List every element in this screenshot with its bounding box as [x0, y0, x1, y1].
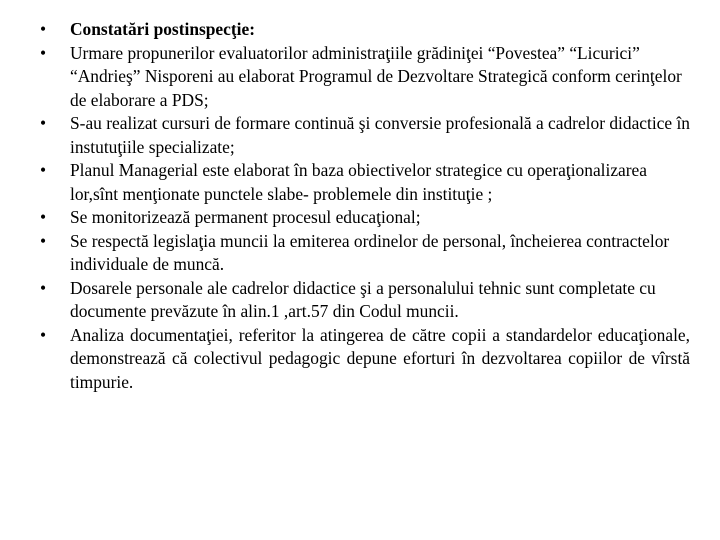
bullet-list — [40, 18, 690, 394]
bullet-item — [40, 277, 690, 324]
bullet-icon: • — [40, 324, 47, 345]
bullet-icon: • — [40, 113, 47, 133]
bullet-item-heading — [40, 18, 690, 42]
bullet-text: Analiza documentaţiei, referitor la atingerea de către copii a standardelor educaţionale, demonstrează că colectivul pedagogic depune eforturi în dezvoltarea copiilor de vîrstă timpurie. — [70, 324, 690, 392]
bullet-item — [40, 112, 690, 159]
bullet-icon: • — [40, 42, 47, 63]
bullet-text: Se monitorizează permanent procesul educaţional; — [70, 207, 421, 227]
bullet-text: Constatări postinspecţie: — [70, 19, 256, 39]
bullet-icon: • — [40, 19, 47, 39]
bullet-item — [40, 324, 690, 395]
bullet-text: Planul Managerial este elaborat în baza obiectivelor strategice cu operaţionalizarea lor,sînt menţionate punctele slabe- problemele din instituţie ; — [70, 160, 647, 204]
bullet-icon: • — [40, 160, 47, 180]
bullet-text: Dosarele personale ale cadrelor didactice şi a personalului tehnic sunt completate cu documente prevăzute în alin.1 ,art.57 din Codul muncii. — [70, 277, 656, 321]
bullet-item — [40, 230, 690, 277]
bullet-icon: • — [40, 277, 47, 298]
bullet-icon: • — [40, 230, 47, 251]
bullet-icon: • — [40, 207, 47, 227]
bullet-item — [40, 42, 690, 113]
bullet-text: Se respectă legislaţia muncii la emiterea ordinelor de personal, încheierea contractelor individuale de muncă. — [70, 230, 670, 274]
bullet-item — [40, 206, 690, 230]
bullet-text: Urmare propunerilor evaluatorilor administraţiile grădiniţei “Povestea” “Licurici” “Andrieş” Nisporeni au elaborat Programul de Dezvoltare Strategică conform cerinţelor de elaborare a PDS; — [70, 42, 682, 110]
bullet-text: S-au realizat cursuri de formare continuă şi conversie profesională a cadrelor didactice în instutuţiile specializate; — [70, 113, 690, 157]
bullet-item — [40, 159, 690, 206]
